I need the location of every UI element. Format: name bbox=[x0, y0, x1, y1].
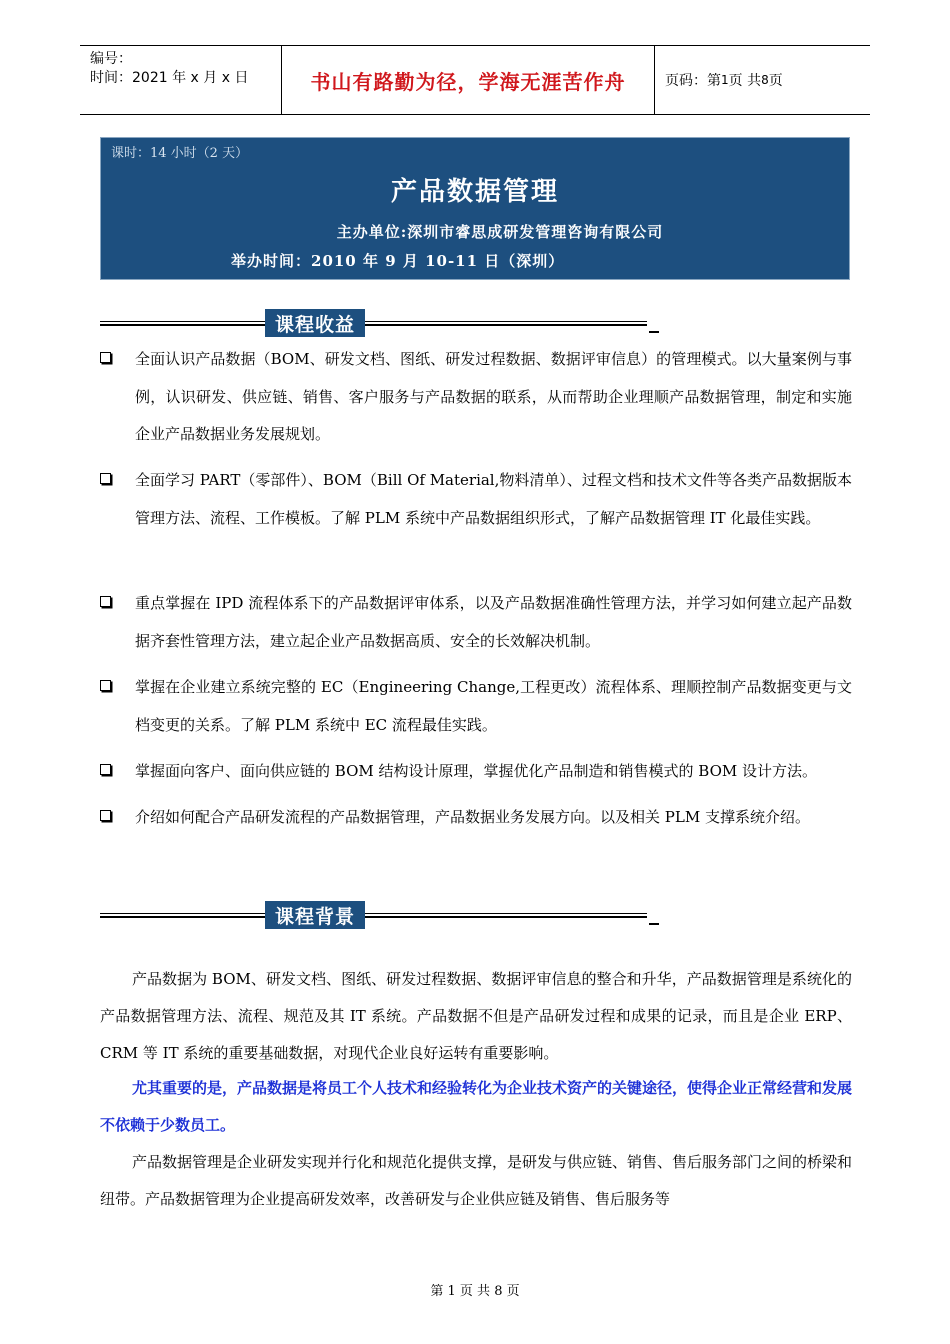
divider-line bbox=[100, 321, 265, 326]
benefit-text: 全面学习 PART（零部件）、BOM（Bill Of Material,物料清单）、过程文档和技术文件等各类产品数据版本管理方法、流程、工作模板。了解 PLM 系统中产品数据组织形式，了解产品数据管理 IT 化最佳实践。 bbox=[135, 471, 852, 527]
benefit-text: 掌握面向客户、面向供应链的 BOM 结构设计原理，掌握优化产品制造和销售模式的 BOM 设计方法。 bbox=[135, 762, 817, 780]
page-suffix: 页 bbox=[768, 73, 783, 89]
section-title: 课程收益 bbox=[265, 309, 365, 337]
page-mid: 页 共 bbox=[728, 73, 762, 89]
page-current: 1 bbox=[721, 73, 729, 87]
document-header bbox=[80, 45, 870, 115]
course-title-box bbox=[100, 137, 850, 280]
divider-line bbox=[365, 321, 647, 326]
highlight-paragraph: 尤其重要的是，产品数据是将员工个人技术和经验转化为企业技术资产的关键途径，使得企业正常经营和发展不依赖于少数员工。 bbox=[100, 1079, 853, 1134]
section-heading-benefits bbox=[100, 309, 660, 339]
checkbox-bullet-icon bbox=[100, 596, 111, 607]
header-meta bbox=[80, 46, 281, 114]
background-paragraph: 产品数据为 BOM、研发文档、图纸、研发过程数据、数据评审信息的整合和升华，产品数据管理是系统化的产品数据管理方法、流程、规范及其 IT 系统。产品数据不但是产品研发过程和成果的记录，而且是企业 ERP、CRM 等 IT 系统的重要基础数据，对现代企业良好运转有重要影响。 bbox=[100, 970, 852, 1062]
divider-line bbox=[100, 913, 265, 918]
benefit-text: 重点掌握在 IPD 流程体系下的产品数据评审体系，以及产品数据准确性管理方法，并学习如何建立起产品数据齐套性管理方法，建立起企业产品数据高质、安全的长效解决机制。 bbox=[135, 594, 852, 650]
divider-line bbox=[365, 913, 647, 918]
divider-tick bbox=[649, 331, 659, 333]
page-indicator bbox=[655, 46, 870, 114]
benefit-text: 掌握在企业建立系统完整的 EC（Engineering Change,工程更改）流程体系、理顺控制产品数据变更与文档变更的关系。了解 PLM 系统中 EC 流程最佳实践。 bbox=[135, 678, 852, 734]
number-label: 编号： bbox=[90, 51, 132, 67]
benefit-item bbox=[100, 669, 852, 744]
benefit-item bbox=[100, 753, 852, 791]
page-prefix: 页码：第 bbox=[665, 73, 721, 89]
page-total: 8 bbox=[761, 73, 769, 87]
checkbox-bullet-icon bbox=[100, 810, 111, 821]
course-title: 产品数据管理 bbox=[390, 177, 559, 207]
checkbox-bullet-icon bbox=[100, 352, 111, 363]
checkbox-bullet-icon bbox=[100, 764, 111, 775]
time-label: 时间：2021 年 x 月 x 日 bbox=[90, 70, 249, 86]
header-motto: 书山有路勤为径，学海无涯苦作舟 bbox=[281, 46, 655, 114]
divider-tick bbox=[649, 923, 659, 925]
background-paragraph: 产品数据管理是企业研发实现并行化和规范化提供支撑，是研发与供应链、销售、售后服务部门之间的桥梁和纽带。产品数据管理为企业提高研发效率，改善研发与企业供应链及销售、售后服务等 bbox=[100, 1153, 853, 1208]
benefit-item bbox=[100, 341, 852, 454]
benefit-text: 全面认识产品数据（BOM、研发文档、图纸、研发过程数据、数据评审信息）的管理模式。以大量案例与事例，认识研发、供应链、销售、客户服务与产品数据的联系，从而帮助企业理顺产品数据管理，制定和实施企业产品数据业务发展规划。 bbox=[135, 350, 852, 443]
benefit-text: 介绍如何配合产品研发流程的产品数据管理，产品数据业务发展方向。以及相关 PLM 支撑系统介绍。 bbox=[135, 808, 810, 826]
course-date: 举办时间：2010 年 9 月 10-11 日（深圳） bbox=[231, 252, 565, 270]
section-title: 课程背景 bbox=[265, 901, 365, 929]
checkbox-bullet-icon bbox=[100, 680, 111, 691]
checkbox-bullet-icon bbox=[100, 473, 111, 484]
benefit-item bbox=[100, 799, 852, 837]
page-footer: 第 1 页 共 8 页 bbox=[430, 1284, 520, 1299]
course-host: 主办单位:深圳市睿思成研发管理咨询有限公司 bbox=[336, 223, 664, 241]
benefit-item bbox=[100, 585, 852, 660]
course-hours: 课时：14 小时（2 天） bbox=[111, 146, 249, 161]
benefit-item bbox=[100, 462, 852, 537]
section-heading-background bbox=[100, 901, 660, 931]
